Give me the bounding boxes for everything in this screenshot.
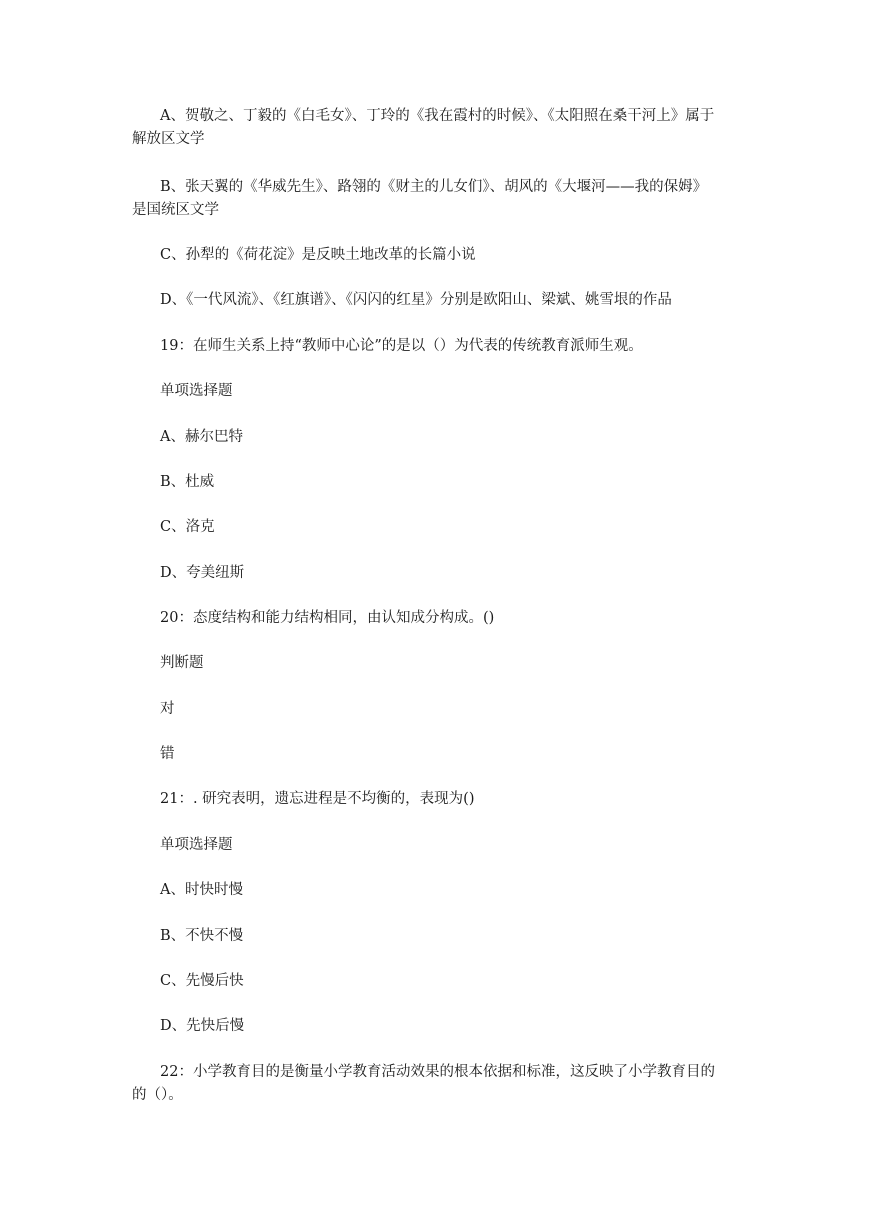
q19-option-d: D、夸美纽斯	[160, 565, 245, 581]
q19-option-b: B、杜威	[160, 474, 215, 490]
q20-question-type: 判断题	[160, 655, 204, 671]
q18-option-b-line2: 是国统区文学	[132, 202, 219, 218]
q21-option-d: D、先快后慢	[160, 1018, 245, 1034]
q20-option-false: 错	[160, 746, 175, 762]
q20-option-true: 对	[160, 701, 175, 717]
q18-option-b-line1: B、张天翼的《华威先生》、路翎的《财主的儿女们》、胡风的《大堰河——我的保姆》	[160, 179, 708, 195]
q18-option-d: D、《一代风流》、《红旗谱》、《闪闪的红星》分别是欧阳山、梁斌、姚雪垠的作品	[160, 292, 672, 308]
q21-option-c: C、先慢后快	[160, 973, 244, 989]
q19-question: 19：在师生关系上持“教师中心论”的是以（）为代表的传统教育派师生观。	[160, 338, 643, 354]
q22-question-line2: 的（）。	[132, 1087, 183, 1103]
q21-option-a: A、时快时慢	[160, 882, 243, 898]
q18-option-c: C、孙犁的《荷花淀》是反映土地改革的长篇小说	[160, 247, 476, 263]
q22-question-line1: 22：小学教育目的是衡量小学教育活动效果的根本依据和标准，这反映了小学教育目的	[160, 1064, 715, 1080]
q18-option-a-line2: 解放区文学	[132, 131, 205, 147]
q19-option-c: C、洛克	[160, 519, 215, 535]
q19-option-a: A、赫尔巴特	[160, 429, 243, 445]
q21-question-type: 单项选择题	[160, 837, 233, 853]
q18-option-a-line1: A、贺敬之、丁毅的《白毛女》、丁玲的《我在霞村的时候》、《太阳照在桑干河上》属于	[160, 108, 715, 124]
q21-question: 21：. 研究表明，遗忘进程是不均衡的，表现为()	[160, 791, 475, 807]
q19-question-type: 单项选择题	[160, 383, 233, 399]
q20-question: 20：态度结构和能力结构相同，由认知成分构成。()	[160, 610, 495, 626]
q21-option-b: B、不快不慢	[160, 928, 244, 944]
